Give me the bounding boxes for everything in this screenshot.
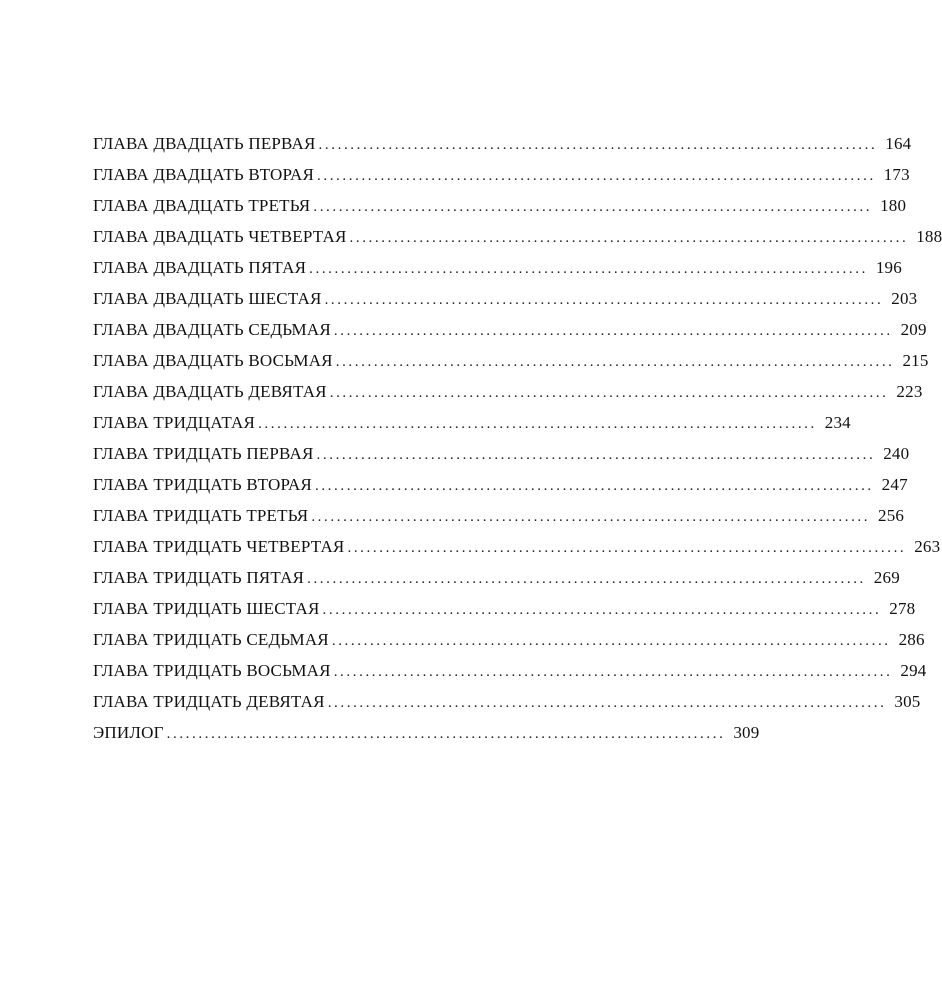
toc-entry-page: 309 — [733, 723, 760, 742]
toc-entry-title: ГЛАВА ТРИДЦАТЬ ЧЕТВЕРТАЯ — [93, 537, 345, 556]
toc-entry-page: 256 — [878, 506, 905, 525]
toc-dot-leader: ........................................................................................ — [347, 540, 907, 556]
toc-dot-leader: ........................................................................................ — [349, 230, 909, 246]
toc-entry-page: 188 — [916, 227, 942, 246]
toc-entry[interactable] — [93, 345, 929, 376]
toc-entry[interactable] — [93, 252, 902, 283]
toc-entry-title: ГЛАВА ДВАДЦАТЬ ПЯТАЯ — [93, 258, 307, 277]
toc-dot-leader: ........................................................................................ — [311, 509, 871, 525]
toc-entry-title: ГЛАВА ДВАДЦАТЬ ТРЕТЬЯ — [93, 196, 311, 215]
toc-entry[interactable] — [93, 655, 927, 686]
toc-entry[interactable] — [93, 159, 910, 190]
toc-entry-title: ГЛАВА ТРИДЦАТЬ ПЕРВАЯ — [93, 444, 314, 463]
toc-entry-page: 269 — [873, 568, 900, 587]
toc-dot-leader: ........................................................................................ — [313, 199, 873, 215]
toc-entry[interactable] — [93, 562, 900, 593]
toc-entry[interactable] — [93, 314, 927, 345]
toc-entry[interactable] — [93, 469, 908, 500]
toc-entry[interactable] — [93, 531, 941, 562]
toc-dot-leader: ........................................................................................ — [166, 726, 726, 742]
toc-entry-title: ГЛАВА ТРИДЦАТЬ ДЕВЯТАЯ — [93, 692, 325, 711]
toc-entry[interactable] — [93, 283, 918, 314]
toc-entry-title: ГЛАВА ДВАДЦАТЬ ВТОРАЯ — [93, 165, 314, 184]
toc-entry-title: ГЛАВА ТРИДЦАТЬ СЕДЬМАЯ — [93, 630, 329, 649]
toc-entry-title: ГЛАВА ДВАДЦАТЬ ДЕВЯТАЯ — [93, 382, 327, 401]
toc-entry-title: ГЛАВА ДВАДЦАТЬ ШЕСТАЯ — [93, 289, 322, 308]
toc-dot-leader: ........................................................................................ — [307, 571, 866, 587]
toc-dot-leader: ........................................................................................ — [324, 292, 884, 308]
toc-entry-title: ГЛАВА ТРИДЦАТЬ ТРЕТЬЯ — [93, 506, 309, 525]
toc-entry-title: ЭПИЛОГ — [93, 723, 164, 742]
toc-dot-leader: ........................................................................................ — [329, 385, 889, 401]
toc-entry-page: 234 — [824, 413, 851, 432]
toc-entry-title: ГЛАВА ДВАДЦАТЬ ВОСЬМАЯ — [93, 351, 333, 370]
toc-entry[interactable] — [93, 593, 916, 624]
toc-dot-leader: ........................................................................................ — [309, 261, 868, 277]
toc-entry-page: 305 — [894, 692, 921, 711]
toc-dot-leader: ........................................................................................ — [314, 478, 874, 494]
toc-entry[interactable] — [93, 190, 907, 221]
toc-entry-title: ГЛАВА ДВАДЦАТЬ СЕДЬМАЯ — [93, 320, 331, 339]
toc-entry[interactable] — [93, 686, 921, 717]
toc-entry-page: 164 — [885, 134, 912, 153]
toc-entry[interactable] — [93, 128, 912, 159]
toc-entry[interactable] — [93, 717, 760, 748]
toc-entry-page: 278 — [889, 599, 916, 618]
toc-entry-page: 203 — [891, 289, 918, 308]
toc-entry[interactable] — [93, 624, 925, 655]
toc-dot-leader: ........................................................................................ — [317, 168, 876, 184]
toc-entry[interactable] — [93, 376, 923, 407]
toc-entry-title: ГЛАВА ДВАДЦАТЬ ЧЕТВЕРТАЯ — [93, 227, 347, 246]
toc-entry-page: 180 — [880, 196, 907, 215]
toc-entry-page: 294 — [900, 661, 927, 680]
toc-dot-leader: ........................................................................................ — [333, 664, 893, 680]
toc-entry[interactable] — [93, 407, 851, 438]
toc-entry-title: ГЛАВА ТРИДЦАТЬ ПЯТАЯ — [93, 568, 305, 587]
toc-entry-page: 247 — [881, 475, 908, 494]
toc-dot-leader: ........................................................................................ — [258, 416, 817, 432]
toc-dot-leader: ........................................................................................ — [333, 323, 893, 339]
toc-entry-page: 215 — [902, 351, 929, 370]
toc-entry-title: ГЛАВА ТРИДЦАТЬ ШЕСТАЯ — [93, 599, 320, 618]
toc-entry-title: ГЛАВА ТРИДЦАТАЯ — [93, 413, 256, 432]
toc-dot-leader: ........................................................................................ — [335, 354, 895, 370]
toc-dot-leader: ........................................................................................ — [331, 633, 891, 649]
toc-dot-leader: ........................................................................................ — [318, 137, 878, 153]
toc-entry-title: ГЛАВА ДВАДЦАТЬ ПЕРВАЯ — [93, 134, 316, 153]
toc-dot-leader: ........................................................................................ — [327, 695, 887, 711]
toc-entry[interactable] — [93, 500, 905, 531]
toc-dot-leader: ........................................................................................ — [322, 602, 882, 618]
toc-dot-leader: ........................................................................................ — [316, 447, 876, 463]
table-of-contents — [93, 128, 942, 748]
toc-entry[interactable] — [93, 438, 910, 469]
toc-entry-title: ГЛАВА ТРИДЦАТЬ ВТОРАЯ — [93, 475, 312, 494]
toc-entry-title: ГЛАВА ТРИДЦАТЬ ВОСЬМАЯ — [93, 661, 331, 680]
toc-entry-page: 223 — [896, 382, 923, 401]
toc-entry-page: 173 — [883, 165, 910, 184]
toc-entry[interactable] — [93, 221, 942, 252]
toc-entry-page: 196 — [875, 258, 902, 277]
toc-entry-page: 263 — [914, 537, 941, 556]
toc-entry-page: 240 — [883, 444, 910, 463]
toc-entry-page: 209 — [900, 320, 927, 339]
toc-entry-page: 286 — [898, 630, 925, 649]
